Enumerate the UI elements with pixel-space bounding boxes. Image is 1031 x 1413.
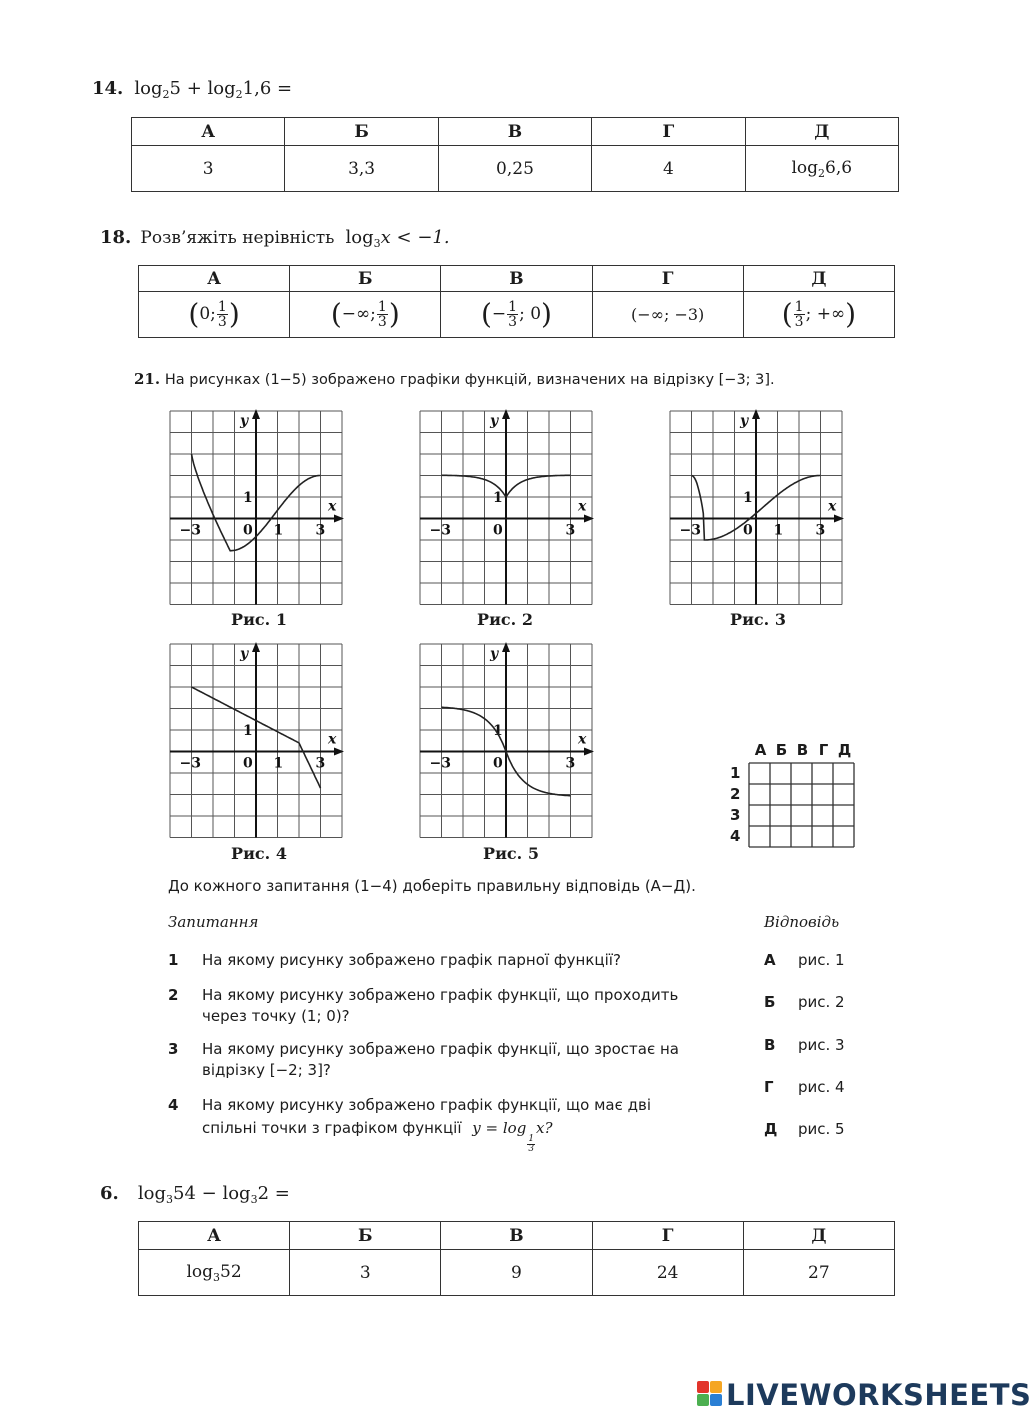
liveworksheets-logo-text: LIVEWORKSHEETS	[726, 1378, 1031, 1412]
q21-instruction: До кожного запитання (1−4) доберіть правильну відповідь (А−Д).	[168, 877, 696, 895]
caption-fig-1: Рис. 1	[231, 610, 287, 629]
q14-number: 14.	[92, 78, 124, 99]
graph-fig-5	[419, 643, 593, 839]
tick-label-neg3: −3	[179, 522, 201, 539]
question-3-text-line2: відрізку [−2; 3]?	[202, 1061, 331, 1079]
q14-answer-v[interactable]: 0,25	[438, 146, 591, 192]
q18-header-v: В	[441, 266, 592, 292]
graph-5-svg	[419, 643, 593, 839]
q14-header-d: Д	[745, 118, 898, 146]
q6-header-d: Д	[743, 1222, 894, 1250]
grid-col-g: Г	[818, 741, 829, 759]
answer-grid-rows	[730, 764, 744, 848]
q18-header	[100, 227, 450, 250]
q14-answer-g[interactable]: 4	[592, 146, 745, 192]
option-g-letter: Г	[764, 1078, 774, 1096]
graph-fig-3	[669, 410, 843, 606]
q6-answer-b[interactable]: 3	[290, 1250, 441, 1296]
logo-block	[710, 1381, 722, 1393]
graph-fig-4	[169, 643, 343, 839]
tick-label-one-x: 1	[773, 522, 784, 539]
q14-header-v: В	[438, 118, 591, 146]
q14-header-b: Б	[285, 118, 438, 146]
q6-answer-g[interactable]: 24	[592, 1250, 743, 1296]
q14-answer-table	[131, 117, 899, 192]
q18-answer-b[interactable]: (−∞; $\frac{1}{3}$ )	[290, 292, 441, 338]
graph-fig-1	[169, 410, 343, 606]
q14-expression: $\log_25 + \log_21,6$ =	[134, 78, 293, 101]
caption-fig-2: Рис. 2	[477, 610, 533, 629]
tick-label-one-y: 1	[493, 723, 503, 739]
tick-label-one-x: 1	[273, 522, 284, 539]
answers-title: Відповідь	[764, 913, 840, 931]
question-2-text-line2: через точку (1; 0)?	[202, 1007, 350, 1025]
y-axis-label: y	[490, 646, 499, 662]
q14-answer-b[interactable]: 3,3	[285, 146, 438, 192]
tick-label-one-y: 1	[243, 490, 253, 506]
q18-answer-v[interactable]: (− $\frac{1}{3}$ ; 0)	[441, 292, 592, 338]
x-axis-label: x	[578, 731, 587, 748]
q6-header-b: Б	[290, 1222, 441, 1250]
q18-header-g: Г	[592, 266, 743, 292]
graph-fig-2	[419, 410, 593, 606]
y-axis-label: y	[240, 646, 249, 662]
tick-label-zero: 0	[243, 755, 253, 772]
grid-row-2: 2	[730, 785, 741, 803]
q18-header-a: А	[139, 266, 290, 292]
logo-block	[710, 1394, 722, 1406]
question-2-number: 2	[168, 986, 179, 1004]
q18-number: 18.	[100, 227, 132, 248]
option-v-text[interactable]: рис. 3	[798, 1036, 845, 1054]
tick-label-one-y: 1	[493, 490, 503, 506]
questions-title: Запитання	[168, 913, 259, 931]
caption-fig-3: Рис. 3	[730, 610, 786, 629]
question-3-text: На якому рисунку зображено графік функції, що зростає на	[202, 1040, 679, 1058]
logo-block	[697, 1394, 709, 1406]
q6-header	[100, 1183, 290, 1206]
graph-2-svg	[419, 410, 593, 606]
q21-number: 21.	[134, 370, 161, 388]
y-axis-label: y	[740, 413, 749, 429]
question-4-number: 4	[168, 1096, 179, 1114]
graph-4-svg	[169, 643, 343, 839]
q6-header-a: А	[139, 1222, 290, 1250]
q6-expression: $\log_354 - \log_32$ =	[137, 1183, 290, 1206]
option-d-letter: Д	[764, 1120, 778, 1138]
tick-label-three: 3	[315, 755, 326, 772]
answer-grid-columns	[750, 741, 858, 759]
q14-header	[92, 78, 292, 101]
option-v-letter: В	[764, 1036, 776, 1054]
liveworksheets-logo-icon	[697, 1381, 723, 1407]
logo-block	[697, 1381, 709, 1393]
q18-header-d: Д	[743, 266, 894, 292]
question-2-text: На якому рисунку зображено графік функції, що проходить	[202, 986, 679, 1004]
graph-1-svg	[169, 410, 343, 606]
caption-fig-5: Рис. 5	[483, 844, 539, 863]
question-4-text-line2: спільні точки з графіком функції y = log $\frac{1}{3}$ x?	[202, 1119, 553, 1154]
caption-fig-4: Рис. 4	[231, 844, 287, 863]
x-axis-label: x	[328, 498, 337, 515]
option-b-letter: Б	[764, 993, 776, 1011]
tick-label-zero: 0	[493, 755, 503, 772]
question-3-number: 3	[168, 1040, 179, 1058]
graph-3-svg	[669, 410, 843, 606]
q21-header	[134, 370, 775, 388]
q6-answer-v[interactable]: 9	[441, 1250, 592, 1296]
q14-answer-a[interactable]: 3	[132, 146, 285, 192]
x-axis-label: x	[828, 498, 837, 515]
grid-row-3: 3	[730, 806, 741, 824]
grid-row-1: 1	[730, 764, 741, 782]
tick-label-one-y: 1	[743, 490, 753, 506]
tick-label-three: 3	[315, 522, 326, 539]
q6-answer-a[interactable]: $\log_352$	[139, 1250, 290, 1296]
tick-label-neg3: −3	[429, 522, 451, 539]
tick-label-one-y: 1	[243, 723, 253, 739]
x-axis-label: x	[328, 731, 337, 748]
q18-text: Розв’яжіть нерівність	[140, 228, 335, 248]
question-1-number: 1	[168, 951, 179, 969]
grid-col-v: В	[796, 741, 809, 759]
grid-col-b: Б	[775, 741, 788, 759]
option-b-text[interactable]: рис. 2	[798, 993, 845, 1011]
option-a-text[interactable]: рис. 1	[798, 951, 845, 969]
y-axis-label: y	[240, 413, 249, 429]
tick-label-neg3: −3	[679, 522, 701, 539]
x-axis-label: x	[578, 498, 587, 515]
tick-label-neg3: −3	[179, 755, 201, 772]
q18-header-b: Б	[290, 266, 441, 292]
q6-answer-d[interactable]: 27	[743, 1250, 894, 1296]
q18-answer-table	[138, 265, 895, 338]
q14-header-a: А	[132, 118, 285, 146]
tick-label-zero: 0	[243, 522, 253, 539]
q6-header-g: Г	[592, 1222, 743, 1250]
q14-answer-d[interactable]: $\log_26,6$	[745, 146, 898, 192]
q18-answer-g[interactable]: (−∞; −3)	[592, 292, 743, 338]
q18-expression: $\log_3x < -1$.	[345, 227, 450, 250]
tick-label-neg3: −3	[429, 755, 451, 772]
tick-label-zero: 0	[493, 522, 503, 539]
question-4-text: На якому рисунку зображено графік функції, що має дві	[202, 1096, 652, 1114]
tick-label-one-x: 1	[273, 755, 284, 772]
y-axis-label: y	[490, 413, 499, 429]
q6-number: 6.	[100, 1183, 119, 1204]
tick-label-three: 3	[815, 522, 826, 539]
tick-label-three: 3	[565, 522, 576, 539]
q6-header-v: В	[441, 1222, 592, 1250]
grid-col-a: А	[754, 741, 767, 759]
tick-label-zero: 0	[743, 522, 753, 539]
grid-row-4: 4	[730, 827, 741, 845]
tick-label-three: 3	[565, 755, 576, 772]
question-1-text: На якому рисунку зображено графік парної функції?	[202, 951, 621, 969]
q18-answer-d[interactable]: ( $\frac{1}{3}$ ; +∞)	[743, 292, 894, 338]
option-d-text[interactable]: рис. 5	[798, 1120, 845, 1138]
q21-text: На рисунках (1−5) зображено графіки функцій, визначених на відрізку [−3; 3].	[164, 372, 775, 388]
question-4-formula: y = log $\frac{1}{3}$ x?	[472, 1119, 553, 1154]
option-a-letter: А	[764, 951, 776, 969]
answer-grid-cells[interactable]	[748, 762, 856, 850]
grid-col-d: Д	[837, 741, 852, 759]
q18-answer-a[interactable]: (0; $\frac{1}{3}$ )	[139, 292, 290, 338]
q14-header-g: Г	[592, 118, 745, 146]
q6-answer-table	[138, 1221, 895, 1296]
option-g-text[interactable]: рис. 4	[798, 1078, 845, 1096]
